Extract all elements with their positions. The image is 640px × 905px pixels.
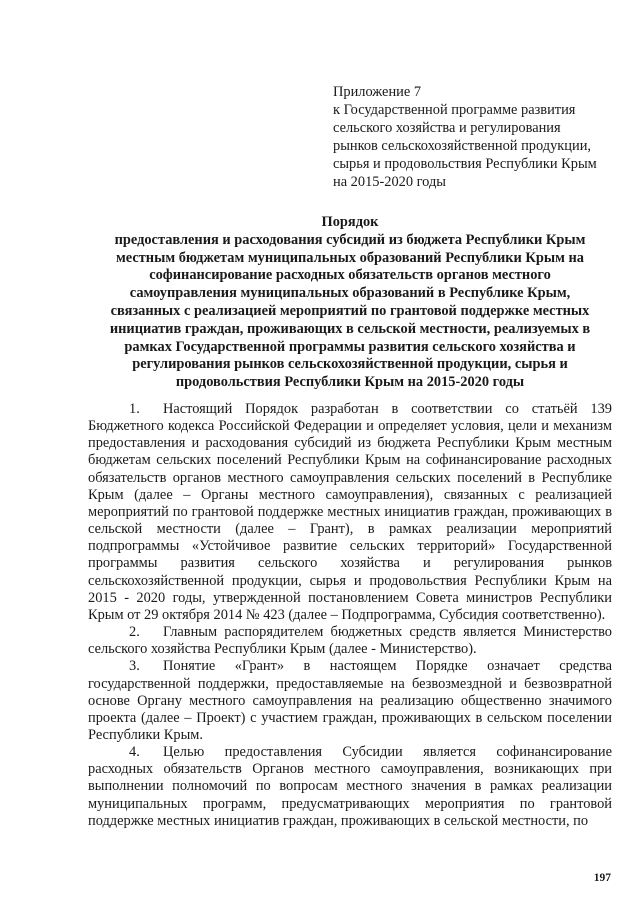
document-body	[88, 401, 612, 830]
title-line: регулирования рынков сельскохозяйственной продукции, сырья и	[132, 356, 568, 373]
document-title	[88, 214, 612, 392]
appendix-line: сельского хозяйства и регулирования	[333, 120, 561, 136]
page-number: 197	[593, 872, 611, 884]
title-line: связанных с реализацией мероприятий по грантовой поддержке местных	[110, 302, 590, 319]
title-line: Порядок	[321, 214, 379, 230]
paragraph-2	[88, 624, 612, 658]
paragraph-4	[88, 744, 612, 830]
paragraph-number: 2.	[129, 624, 140, 641]
title-line: продовольствия Республики Крым на 2015-2020 годы	[175, 374, 525, 391]
paragraph-number: 1.	[129, 401, 140, 417]
appendix-line: к Государственной программе развития	[333, 102, 576, 118]
title-line: предоставления и расходования субсидий из бюджета Республики Крым	[114, 231, 586, 248]
paragraph-3	[88, 658, 612, 744]
appendix-line: сырья и продовольствия Республики Крым	[333, 156, 597, 172]
paragraph-number: 3.	[129, 658, 140, 675]
title-line: местным бюджетам муниципальных образований Республики Крым на	[115, 249, 584, 266]
appendix-note	[333, 83, 623, 191]
paragraph-text: Настоящий Порядок разработан в соответствии со статьёй 139 Бюджетного кодекса Российской Федерации и определяет условия, цели и механизм предоставления и расходования субсидий из бюджета Республики Крым местным бюджетам сельских поселений Республики Крым на софинансирование расходных обязательств органов местного самоуправления сельских поселений в Республике Крым (далее – Органы местного самоуправления), связанных с реализацией мероприятий по грантовой поддержке местных инициатив граждан, проживающих в сельской местности (далее – Грант), в рамках реализации мероприятий подпрограммы «Устойчивое развитие сельских территорий» Государственной программы развития сельского хозяйства и регулирования рынков сельскохозяйственной продукции, сырья и продовольствия Республики Крым на 2015 - 2020 годы, утвержденной постановлением Совета министров Республики Крым от 29 октября 2014 № 423 (далее – Подпрограмма, Субсидия соответственно).	[88, 401, 612, 623]
paragraph-text: Главным распорядителем бюджетных средств является Министерство сельского хозяйства Республики Крым (далее - Министерство).	[88, 624, 612, 658]
appendix-line: на 2015-2020 годы	[333, 174, 446, 190]
title-line: самоуправления муниципальных образований в Республике Крым,	[129, 285, 571, 302]
paragraph-number: 4.	[129, 744, 140, 761]
paragraph-text: Целью предоставления Субсидии является софинансирование расходных обязательств Органов местного самоуправления, возникающих при выполнении полномочий по вопросам местного значения в рамках реализации муниципальных программ, предусматривающих мероприятия по грантовой поддержке местных инициатив граждан, проживающих в сельской местности, по	[88, 744, 612, 829]
title-line: софинансирование расходных обязательств органов местного	[149, 267, 551, 284]
title-line: инициатив граждан, проживающих в сельской местности, реализуемых в	[109, 320, 591, 337]
appendix-line: Приложение 7	[333, 84, 422, 100]
paragraph-1	[88, 401, 612, 624]
appendix-line: рынков сельскохозяйственной продукции,	[333, 138, 591, 154]
paragraph-text: Понятие «Грант» в настоящем Порядке означает средства государственной поддержки, предоставляемые на безвозмездной и безвозвратной основе Органу местного самоуправления на реализацию общественно значимого проекта (далее – Проект) с участием граждан, проживающих в сельском поселении Республики Крым.	[88, 658, 612, 743]
title-line: рамках Государственной программы развития сельского хозяйства и	[124, 338, 576, 355]
